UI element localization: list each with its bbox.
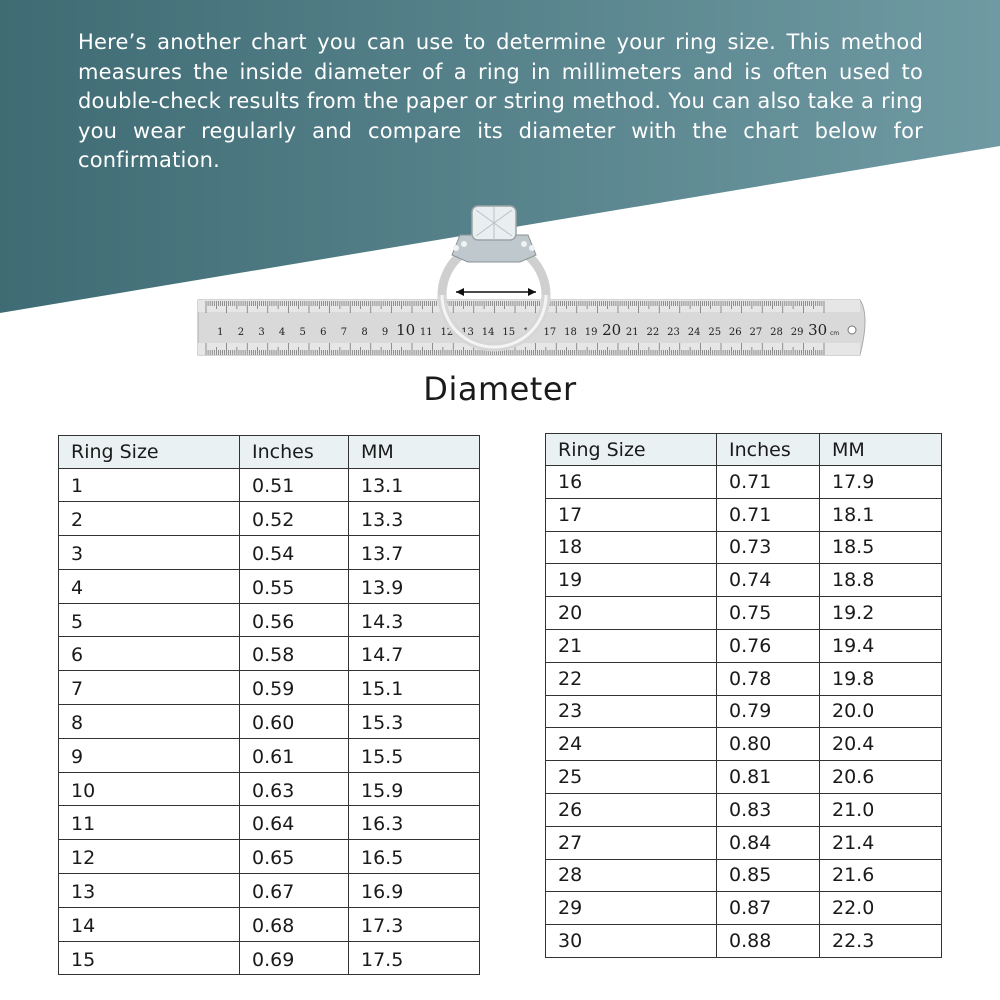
ruler-number: 20 bbox=[602, 321, 622, 339]
cell-mm: 15.5 bbox=[349, 738, 480, 772]
ruler-number: 21 bbox=[625, 327, 639, 338]
cell-ring-size: 13 bbox=[59, 874, 240, 908]
cell-ring-size: 14 bbox=[59, 907, 240, 941]
table-row bbox=[546, 629, 942, 662]
cell-mm: 14.3 bbox=[349, 603, 480, 637]
cell-ring-size: 23 bbox=[546, 695, 717, 728]
cell-mm: 16.3 bbox=[349, 806, 480, 840]
cell-inches: 0.60 bbox=[240, 705, 349, 739]
cell-ring-size: 8 bbox=[59, 705, 240, 739]
cell-ring-size: 15 bbox=[59, 941, 240, 975]
cell-inches: 0.74 bbox=[717, 564, 820, 597]
cell-ring-size: 21 bbox=[546, 629, 717, 662]
table-row bbox=[59, 840, 480, 874]
cell-mm: 13.7 bbox=[349, 536, 480, 570]
table-row bbox=[59, 536, 480, 570]
table-row bbox=[546, 925, 942, 958]
ruler-number: 13 bbox=[461, 327, 474, 338]
table-row bbox=[546, 695, 942, 728]
diamond-icon bbox=[452, 206, 536, 262]
cell-ring-size: 16 bbox=[546, 466, 717, 499]
cell-mm: 22.3 bbox=[820, 925, 942, 958]
ruler-number: 18 bbox=[564, 327, 577, 338]
ring-size-table-right bbox=[545, 433, 942, 958]
cell-ring-size: 17 bbox=[546, 498, 717, 531]
cell-inches: 0.83 bbox=[717, 793, 820, 826]
ruler-number: 16 bbox=[522, 327, 536, 338]
ruler-number: 27 bbox=[749, 327, 763, 338]
table-row bbox=[546, 531, 942, 564]
ruler-number: 28 bbox=[770, 327, 783, 338]
cell-inches: 0.58 bbox=[240, 637, 349, 671]
cell-inches: 0.79 bbox=[717, 695, 820, 728]
cell-inches: 0.54 bbox=[240, 536, 349, 570]
table-row bbox=[59, 705, 480, 739]
ruler-number: 30 bbox=[808, 321, 828, 339]
cell-ring-size: 27 bbox=[546, 826, 717, 859]
ruler-number: 23 bbox=[667, 327, 680, 338]
cell-inches: 0.71 bbox=[717, 466, 820, 499]
ruler-number: 7 bbox=[340, 327, 348, 338]
table-row bbox=[59, 772, 480, 806]
cell-mm: 20.6 bbox=[820, 761, 942, 794]
table-row bbox=[59, 738, 480, 772]
cell-inches: 0.81 bbox=[717, 761, 820, 794]
column-header-mm: MM bbox=[349, 436, 480, 469]
cell-ring-size: 3 bbox=[59, 536, 240, 570]
cell-mm: 19.4 bbox=[820, 629, 942, 662]
table-row bbox=[546, 859, 942, 892]
cell-ring-size: 12 bbox=[59, 840, 240, 874]
ruler-number: 29 bbox=[790, 327, 804, 338]
intro-text: Here’s another chart you can use to determine your ring size. This method measures the inside diameter of a ring in millimeters and is often used to double-check results from the paper or string method. You can also take a ring you wear regularly and compare its diameter with the chart below for confirmation. bbox=[78, 30, 923, 172]
cell-inches: 0.84 bbox=[717, 826, 820, 859]
cell-ring-size: 19 bbox=[546, 564, 717, 597]
cell-mm: 20.4 bbox=[820, 728, 942, 761]
table-row bbox=[546, 498, 942, 531]
table-row bbox=[546, 892, 942, 925]
ruler-unit: cm bbox=[830, 330, 840, 337]
cell-inches: 0.64 bbox=[240, 806, 349, 840]
ruler-number: 19 bbox=[584, 327, 598, 338]
cell-ring-size: 28 bbox=[546, 859, 717, 892]
cell-mm: 18.5 bbox=[820, 531, 942, 564]
table-row bbox=[546, 564, 942, 597]
cell-inches: 0.87 bbox=[717, 892, 820, 925]
cell-ring-size: 7 bbox=[59, 671, 240, 705]
column-header-ring-size: Ring Size bbox=[546, 434, 717, 466]
ruler-number: 6 bbox=[320, 327, 327, 338]
ruler-number: 14 bbox=[481, 327, 495, 338]
cell-mm: 14.7 bbox=[349, 637, 480, 671]
cell-inches: 0.56 bbox=[240, 603, 349, 637]
cell-mm: 18.1 bbox=[820, 498, 942, 531]
cell-mm: 21.4 bbox=[820, 826, 942, 859]
column-header-inches: Inches bbox=[717, 434, 820, 466]
table-row bbox=[546, 761, 942, 794]
cell-mm: 21.6 bbox=[820, 859, 942, 892]
ruler-hole bbox=[848, 326, 856, 334]
ruler-number: 4 bbox=[278, 327, 286, 338]
cell-inches: 0.63 bbox=[240, 772, 349, 806]
cell-inches: 0.85 bbox=[717, 859, 820, 892]
cell-mm: 13.3 bbox=[349, 502, 480, 536]
cell-inches: 0.52 bbox=[240, 502, 349, 536]
cell-mm: 15.3 bbox=[349, 705, 480, 739]
cell-mm: 17.3 bbox=[349, 907, 480, 941]
ruler-number: 22 bbox=[646, 327, 660, 338]
ruler-number: 1 bbox=[217, 327, 224, 338]
cell-mm: 18.8 bbox=[820, 564, 942, 597]
table-row bbox=[59, 941, 480, 975]
cell-mm: 13.1 bbox=[349, 468, 480, 502]
ruler-number: 8 bbox=[361, 327, 368, 338]
cell-mm: 19.8 bbox=[820, 662, 942, 695]
ring-on-ruler-illustration bbox=[190, 200, 880, 375]
table-row bbox=[546, 466, 942, 499]
cell-mm: 17.5 bbox=[349, 941, 480, 975]
cell-inches: 0.78 bbox=[717, 662, 820, 695]
cell-inches: 0.88 bbox=[717, 925, 820, 958]
table-row bbox=[59, 806, 480, 840]
cell-inches: 0.59 bbox=[240, 671, 349, 705]
cell-mm: 22.0 bbox=[820, 892, 942, 925]
ruler-number: 10 bbox=[396, 321, 416, 339]
cell-ring-size: 4 bbox=[59, 569, 240, 603]
cell-mm: 13.9 bbox=[349, 569, 480, 603]
cell-ring-size: 9 bbox=[59, 738, 240, 772]
cell-ring-size: 29 bbox=[546, 892, 717, 925]
cell-ring-size: 2 bbox=[59, 502, 240, 536]
cell-ring-size: 1 bbox=[59, 468, 240, 502]
ruler-number: 3 bbox=[258, 327, 265, 338]
ruler-number: 5 bbox=[299, 327, 306, 338]
table-row bbox=[59, 637, 480, 671]
cell-ring-size: 22 bbox=[546, 662, 717, 695]
table-row bbox=[59, 603, 480, 637]
ruler-number: 26 bbox=[728, 327, 742, 338]
cell-inches: 0.69 bbox=[240, 941, 349, 975]
table-row bbox=[546, 597, 942, 630]
table-header-row bbox=[546, 434, 942, 466]
ring-size-table-left bbox=[58, 435, 480, 975]
column-header-mm: MM bbox=[820, 434, 942, 466]
cell-inches: 0.68 bbox=[240, 907, 349, 941]
cell-ring-size: 11 bbox=[59, 806, 240, 840]
cell-mm: 20.0 bbox=[820, 695, 942, 728]
cell-inches: 0.73 bbox=[717, 531, 820, 564]
cell-ring-size: 5 bbox=[59, 603, 240, 637]
cell-mm: 17.9 bbox=[820, 466, 942, 499]
table-row bbox=[59, 907, 480, 941]
cell-mm: 15.1 bbox=[349, 671, 480, 705]
cell-inches: 0.65 bbox=[240, 840, 349, 874]
ruler-number: 11 bbox=[419, 327, 433, 338]
table-row bbox=[59, 671, 480, 705]
cell-mm: 16.9 bbox=[349, 874, 480, 908]
ruler-number: 25 bbox=[708, 327, 722, 338]
diameter-arrow bbox=[456, 288, 536, 296]
cell-ring-size: 26 bbox=[546, 793, 717, 826]
cell-inches: 0.51 bbox=[240, 468, 349, 502]
ruler-number: 9 bbox=[381, 327, 389, 338]
table-header-row bbox=[59, 436, 480, 469]
cell-ring-size: 24 bbox=[546, 728, 717, 761]
cell-inches: 0.67 bbox=[240, 874, 349, 908]
cell-ring-size: 30 bbox=[546, 925, 717, 958]
table-row bbox=[59, 874, 480, 908]
cell-ring-size: 18 bbox=[546, 531, 717, 564]
cell-inches: 0.76 bbox=[717, 629, 820, 662]
table-row bbox=[59, 502, 480, 536]
cell-mm: 16.5 bbox=[349, 840, 480, 874]
diameter-title: Diameter bbox=[423, 370, 577, 408]
table-row bbox=[546, 662, 942, 695]
table-row bbox=[59, 569, 480, 603]
cell-inches: 0.71 bbox=[717, 498, 820, 531]
ruler-number: 24 bbox=[687, 327, 701, 338]
cell-mm: 15.9 bbox=[349, 772, 480, 806]
cell-inches: 0.61 bbox=[240, 738, 349, 772]
cell-mm: 19.2 bbox=[820, 597, 942, 630]
column-header-ring-size: Ring Size bbox=[59, 436, 240, 469]
ruler-number: 2 bbox=[237, 327, 245, 338]
table-row bbox=[546, 826, 942, 859]
table-row bbox=[59, 468, 480, 502]
cell-ring-size: 20 bbox=[546, 597, 717, 630]
cell-ring-size: 25 bbox=[546, 761, 717, 794]
cell-inches: 0.80 bbox=[717, 728, 820, 761]
ruler-number: 12 bbox=[440, 327, 454, 338]
ruler-number: 17 bbox=[543, 327, 557, 338]
column-header-inches: Inches bbox=[240, 436, 349, 469]
ruler-number: 15 bbox=[502, 327, 516, 338]
cell-ring-size: 6 bbox=[59, 637, 240, 671]
cell-ring-size: 10 bbox=[59, 772, 240, 806]
cell-inches: 0.55 bbox=[240, 569, 349, 603]
cell-inches: 0.75 bbox=[717, 597, 820, 630]
table-row bbox=[546, 793, 942, 826]
cell-mm: 21.0 bbox=[820, 793, 942, 826]
table-row bbox=[546, 728, 942, 761]
